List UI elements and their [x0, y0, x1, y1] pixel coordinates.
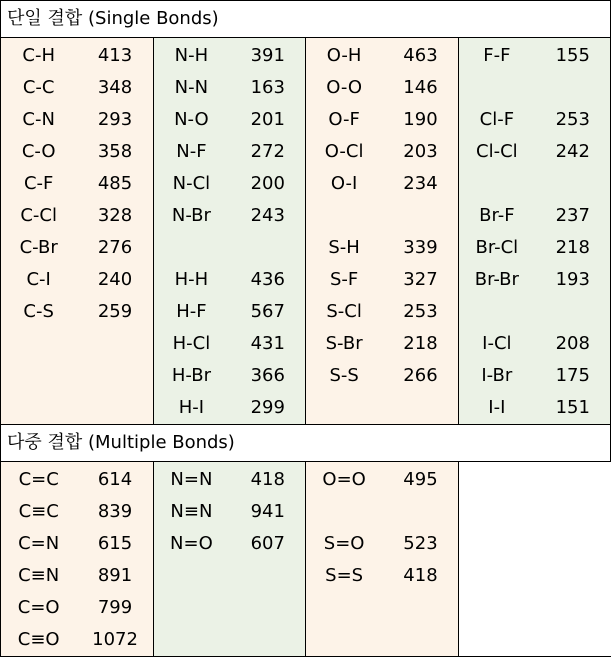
energy-cell	[535, 168, 610, 200]
bond-cell: H-Br	[153, 360, 229, 392]
energy-cell: 523	[382, 528, 458, 560]
empty-cell	[459, 528, 611, 560]
table-row	[1, 360, 611, 392]
energy-cell: 175	[535, 360, 610, 392]
bond-cell	[459, 168, 535, 200]
bond-cell	[153, 560, 229, 592]
bond-cell	[1, 328, 77, 360]
single-bonds-section	[1, 1, 611, 425]
bond-cell: C-N	[1, 104, 77, 136]
energy-cell: 413	[77, 38, 153, 73]
energy-cell: 891	[77, 560, 153, 592]
energy-cell	[382, 592, 458, 624]
bond-cell: C-C	[1, 72, 77, 104]
energy-cell: 358	[77, 136, 153, 168]
energy-cell: 436	[230, 264, 306, 296]
bond-cell: N-H	[153, 38, 229, 73]
energy-cell: 208	[535, 328, 610, 360]
energy-cell: 243	[230, 200, 306, 232]
energy-cell: 266	[382, 360, 458, 392]
bond-cell: C-H	[1, 38, 77, 73]
bond-cell: Br-Cl	[459, 232, 535, 264]
energy-cell: 253	[535, 104, 610, 136]
energy-cell: 240	[77, 264, 153, 296]
bond-cell: H-H	[153, 264, 229, 296]
bond-cell	[1, 392, 77, 425]
energy-cell: 327	[382, 264, 458, 296]
bond-cell	[306, 592, 382, 624]
bond-cell: N-O	[153, 104, 229, 136]
energy-cell: 799	[77, 592, 153, 624]
energy-cell: 839	[77, 496, 153, 528]
empty-cell	[459, 624, 611, 657]
energy-cell	[382, 496, 458, 528]
energy-cell: 615	[77, 528, 153, 560]
bond-cell: Cl-F	[459, 104, 535, 136]
energy-cell: 163	[230, 72, 306, 104]
bond-cell: C=N	[1, 528, 77, 560]
table-row	[1, 104, 611, 136]
bond-cell: N=N	[153, 462, 229, 497]
bond-cell: I-Cl	[459, 328, 535, 360]
table-row	[1, 72, 611, 104]
energy-cell: 1072	[77, 624, 153, 657]
energy-cell: 193	[535, 264, 610, 296]
bond-cell: C=C	[1, 462, 77, 497]
bond-cell	[306, 496, 382, 528]
energy-cell: 242	[535, 136, 610, 168]
energy-cell: 151	[535, 392, 610, 425]
energy-cell: 203	[382, 136, 458, 168]
table-row	[1, 296, 611, 328]
energy-cell: 155	[535, 38, 610, 73]
energy-cell: 418	[382, 560, 458, 592]
energy-cell	[230, 592, 306, 624]
energy-cell: 366	[230, 360, 306, 392]
energy-cell: 328	[77, 200, 153, 232]
table-row	[1, 392, 611, 425]
bond-cell: O-I	[306, 168, 382, 200]
energy-cell: 607	[230, 528, 306, 560]
bond-cell: O-F	[306, 104, 382, 136]
energy-cell	[230, 232, 306, 264]
table-row	[1, 496, 611, 528]
bond-cell	[459, 296, 535, 328]
bond-cell: O-Cl	[306, 136, 382, 168]
energy-cell	[230, 560, 306, 592]
energy-cell: 431	[230, 328, 306, 360]
empty-cell	[459, 462, 611, 497]
bond-cell: C-Br	[1, 232, 77, 264]
bond-cell: C=O	[1, 592, 77, 624]
bond-cell	[306, 624, 382, 657]
bond-cell: S-Br	[306, 328, 382, 360]
bond-cell: S=O	[306, 528, 382, 560]
energy-cell	[230, 624, 306, 657]
bond-cell: S-S	[306, 360, 382, 392]
table-row	[1, 264, 611, 296]
multiple-bonds-title: 다중 결합 (Multiple Bonds)	[1, 425, 611, 462]
energy-cell: 146	[382, 72, 458, 104]
energy-cell: 218	[535, 232, 610, 264]
energy-cell: 614	[77, 462, 153, 497]
bond-cell: C-I	[1, 264, 77, 296]
bond-cell: Cl-Cl	[459, 136, 535, 168]
table-row	[1, 168, 611, 200]
energy-cell: 299	[230, 392, 306, 425]
bond-cell: N-Br	[153, 200, 229, 232]
energy-cell	[382, 392, 458, 425]
table-row	[1, 560, 611, 592]
energy-cell	[535, 296, 610, 328]
energy-cell: 941	[230, 496, 306, 528]
bond-cell: O-H	[306, 38, 382, 73]
bond-cell: N-F	[153, 136, 229, 168]
energy-cell: 201	[230, 104, 306, 136]
bond-cell	[153, 592, 229, 624]
empty-cell	[459, 496, 611, 528]
bond-cell: N-N	[153, 72, 229, 104]
bond-cell: Br-F	[459, 200, 535, 232]
bond-cell: N-Cl	[153, 168, 229, 200]
bond-cell: C-Cl	[1, 200, 77, 232]
bond-cell: S-Cl	[306, 296, 382, 328]
bond-cell: F-F	[459, 38, 535, 73]
energy-cell: 567	[230, 296, 306, 328]
bond-cell: O=O	[306, 462, 382, 497]
bond-cell: N=O	[153, 528, 229, 560]
bond-cell	[459, 72, 535, 104]
energy-cell: 237	[535, 200, 610, 232]
table-row	[1, 232, 611, 264]
table-row	[1, 624, 611, 657]
energy-cell: 190	[382, 104, 458, 136]
bond-cell: C≡C	[1, 496, 77, 528]
energy-cell	[535, 72, 610, 104]
energy-cell: 259	[77, 296, 153, 328]
energy-cell: 418	[230, 462, 306, 497]
energy-cell	[382, 624, 458, 657]
table-row	[1, 592, 611, 624]
bond-cell: H-Cl	[153, 328, 229, 360]
bond-cell: Br-Br	[459, 264, 535, 296]
energy-cell: 253	[382, 296, 458, 328]
energy-cell	[382, 200, 458, 232]
energy-cell: 234	[382, 168, 458, 200]
bond-cell: I-I	[459, 392, 535, 425]
energy-cell: 293	[77, 104, 153, 136]
energy-cell: 272	[230, 136, 306, 168]
energy-cell: 218	[382, 328, 458, 360]
bond-cell	[153, 624, 229, 657]
table-row	[1, 462, 611, 497]
energy-cell: 276	[77, 232, 153, 264]
bond-cell: C≡O	[1, 624, 77, 657]
bond-cell: H-I	[153, 392, 229, 425]
bond-cell: C≡N	[1, 560, 77, 592]
energy-cell: 485	[77, 168, 153, 200]
bond-cell: S-H	[306, 232, 382, 264]
table-row	[1, 528, 611, 560]
energy-cell: 463	[382, 38, 458, 73]
bond-cell: C-S	[1, 296, 77, 328]
bond-cell: S=S	[306, 560, 382, 592]
empty-cell	[459, 560, 611, 592]
bond-cell	[306, 392, 382, 425]
table-row	[1, 328, 611, 360]
bond-cell: N≡N	[153, 496, 229, 528]
table-row	[1, 200, 611, 232]
bond-cell: H-F	[153, 296, 229, 328]
bond-cell: O-O	[306, 72, 382, 104]
table-row	[1, 38, 611, 73]
bond-cell	[306, 200, 382, 232]
energy-cell	[77, 392, 153, 425]
bond-cell	[153, 232, 229, 264]
table-row	[1, 136, 611, 168]
energy-cell	[77, 328, 153, 360]
energy-cell: 200	[230, 168, 306, 200]
energy-cell: 348	[77, 72, 153, 104]
energy-cell: 495	[382, 462, 458, 497]
energy-cell: 339	[382, 232, 458, 264]
bond-cell	[1, 360, 77, 392]
energy-cell	[77, 360, 153, 392]
single-bonds-title: 단일 결합 (Single Bonds)	[1, 1, 611, 38]
bond-cell: C-F	[1, 168, 77, 200]
multiple-bonds-section	[1, 425, 611, 657]
bond-cell: I-Br	[459, 360, 535, 392]
energy-cell: 391	[230, 38, 306, 73]
bond-cell: C-O	[1, 136, 77, 168]
bond-cell: S-F	[306, 264, 382, 296]
empty-cell	[459, 592, 611, 624]
